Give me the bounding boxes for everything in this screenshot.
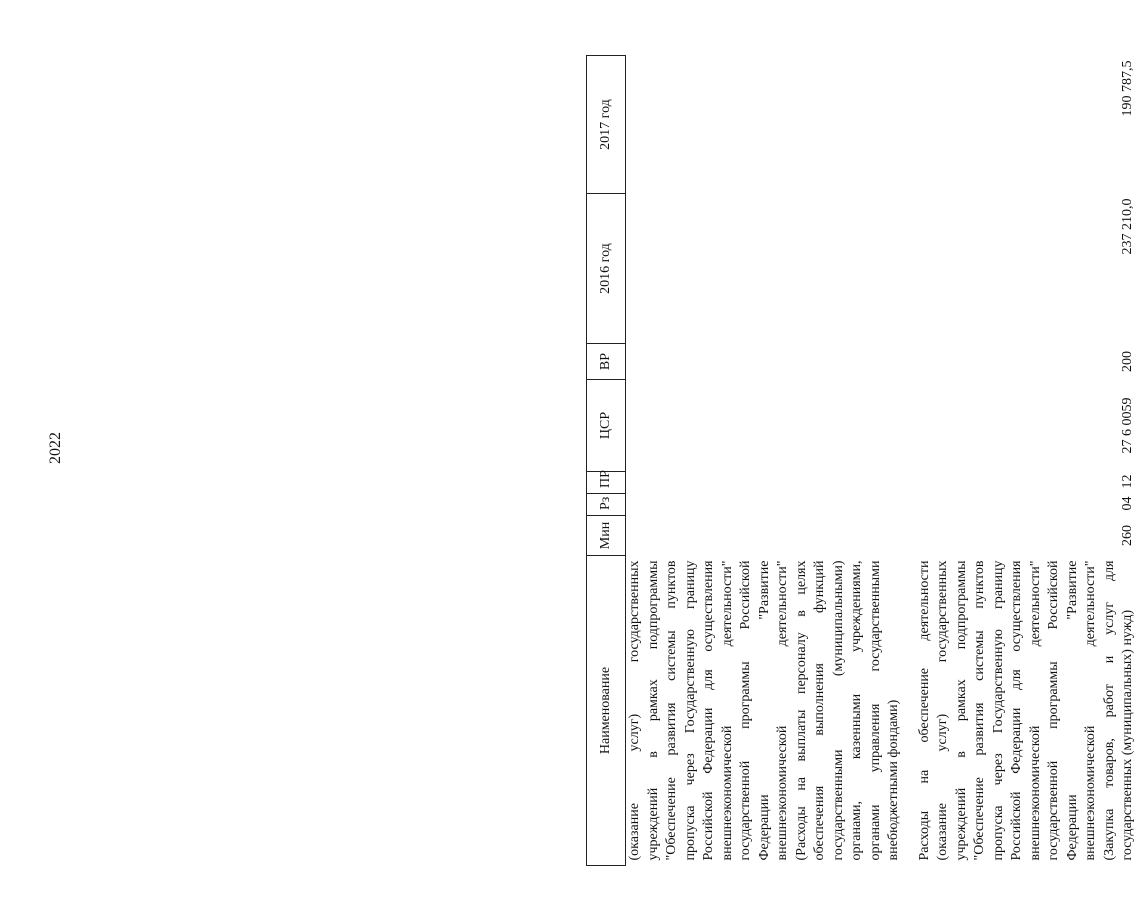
description-line: учреждений в рамках подпрограммы	[645, 560, 661, 861]
cell-pr: 12	[1120, 474, 1135, 489]
cell-rz: 04	[1120, 496, 1135, 511]
cell-vr	[626, 344, 904, 380]
cell-2017: 190 787,5	[1120, 60, 1135, 117]
description-line: государственными (муниципальными)	[830, 560, 846, 861]
header-2017: 2017 год	[587, 56, 626, 194]
cell-min: 260	[1120, 525, 1135, 546]
description-line: (Закупка товаров, работ и услуг для	[1101, 560, 1117, 861]
description-line: внешнеэкономической деятельности"	[1027, 560, 1043, 861]
page-number: 2022	[47, 432, 64, 464]
cell-pr	[626, 472, 904, 494]
header-rz: Рз	[587, 494, 626, 516]
row-description	[626, 556, 904, 866]
description-line: государственных (муниципальных) нужд)	[1120, 609, 1135, 861]
rotated-table-container	[586, 56, 1135, 866]
description-line: государственной программы Российской	[1046, 560, 1061, 861]
description-line: Расходы на обеспечение деятельности	[916, 560, 932, 861]
description-line: (оказание услуг) государственных	[627, 560, 642, 861]
row-description	[916, 556, 1138, 866]
cell-rz	[626, 494, 904, 516]
cell-2016	[626, 194, 904, 344]
description-line: Российской Федерации для осуществления	[1009, 560, 1024, 861]
description-line: обеспечения выполнения функций	[812, 560, 827, 861]
table-row	[916, 56, 1138, 866]
cell-min	[626, 516, 904, 556]
header-pr: ПР	[587, 472, 626, 494]
description-line: внешнеэкономической деятельности"	[775, 560, 790, 861]
header-vr: ВР	[587, 344, 626, 380]
description-line: пропуска через Государственную границу	[990, 560, 1006, 861]
budget-table	[586, 55, 1138, 866]
cell-csr: 27 6 0059	[1120, 397, 1135, 454]
header-min: Мин	[587, 516, 626, 556]
cell-vr: 200	[1120, 351, 1135, 372]
description-line: внешнеэкономической деятельности"	[1083, 560, 1098, 861]
description-line: государственной программы Российской	[738, 560, 753, 861]
description-line: "Обеспечение развития системы пунктов	[972, 560, 987, 861]
description-line: учреждений в рамках подпрограммы	[953, 560, 969, 861]
description-line: внешнеэкономической деятельности"	[719, 560, 735, 861]
cell-csr	[626, 380, 904, 472]
header-row	[587, 56, 626, 866]
description-line: внебюджетными фондами)	[886, 699, 901, 861]
description-line: Федерации "Развитие	[1064, 560, 1080, 861]
description-line: (оказание услуг) государственных	[935, 560, 950, 861]
description-line: (Расходы на выплаты персоналу в целях	[793, 560, 809, 861]
description-line: Федерации "Развитие	[756, 560, 772, 861]
cell-2017	[626, 56, 904, 194]
row-spacer	[904, 56, 916, 866]
description-line: Российской Федерации для осуществления	[701, 560, 716, 861]
description-line: органами управления государственными	[867, 560, 883, 861]
header-csr: ЦСР	[587, 380, 626, 472]
description-line: пропуска через Государственную границу	[682, 560, 698, 861]
table-row	[626, 56, 904, 866]
description-line: "Обеспечение развития системы пунктов	[664, 560, 679, 861]
header-2016: 2016 год	[587, 194, 626, 344]
description-line: органами, казенными учреждениями,	[849, 560, 864, 861]
cell-2016: 237 210,0	[1120, 198, 1135, 255]
header-name: Наименование	[587, 556, 626, 866]
